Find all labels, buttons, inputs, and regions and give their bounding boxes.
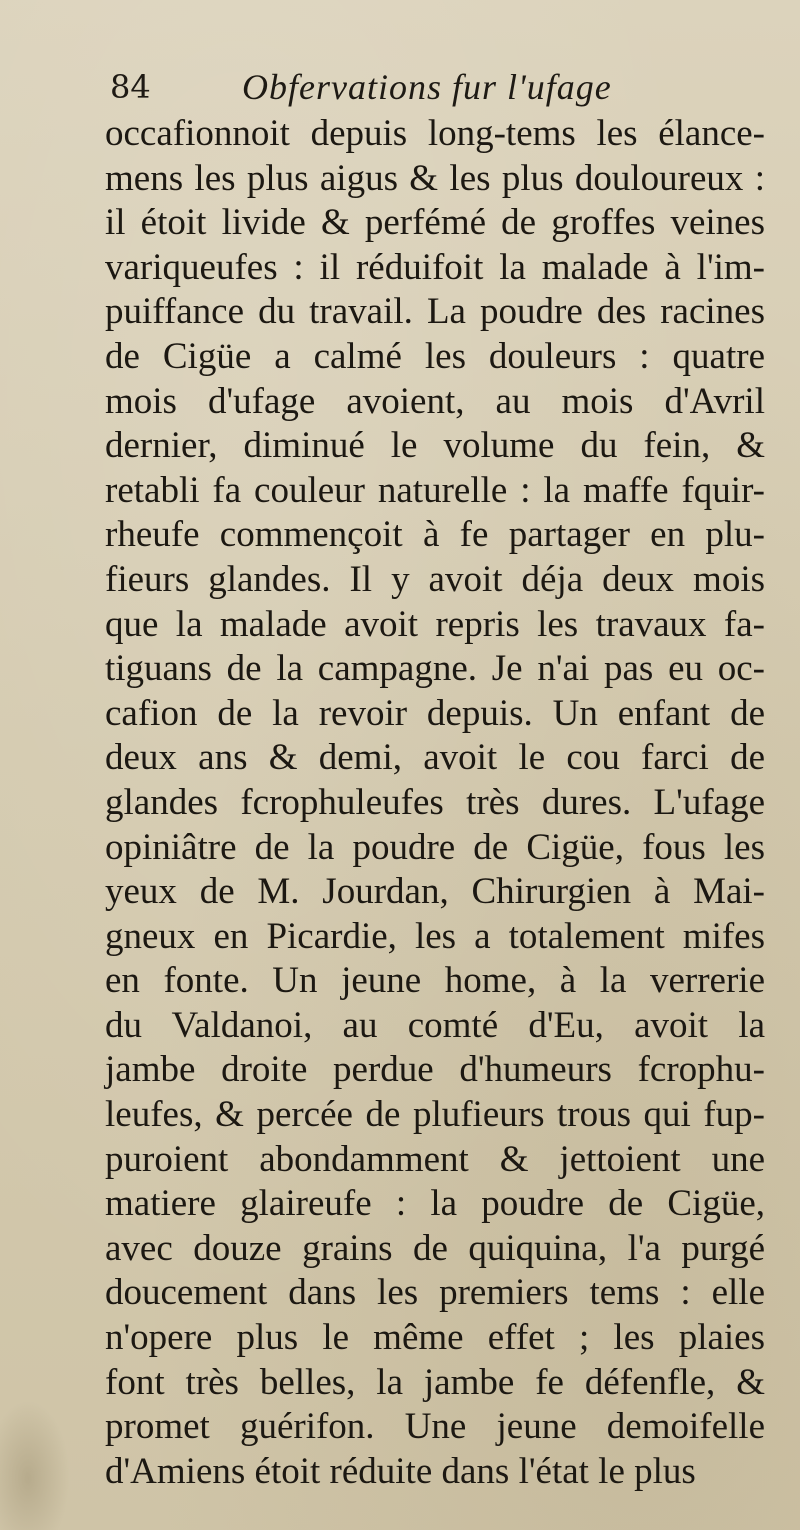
text-line: doucement dans les premiers tems : elle [105,1272,765,1314]
text-line: dernier, diminué le volume du fein, & [105,425,765,467]
text-line: puroient abondamment & jettoient une [105,1138,765,1180]
text-line: avec douze grains de quiquina, l'a purgé [105,1227,765,1269]
text-line: deux ans & demi, avoit le cou farci de [105,737,765,779]
text-line: en fonte. Un jeune home, à la verrerie [105,960,765,1002]
text-line: font très belles, la jambe fe défenfle, & [105,1361,765,1403]
body-text [105,112,765,1494]
text-line: d'Amiens étoit réduite dans l'état le plus [105,1450,696,1492]
text-line: mens les plus aigus & les plus douloureux : [105,157,765,199]
text-line: jambe droite perdue d'humeurs fcrophu- [105,1049,765,1091]
text-line: puiffance du travail. La poudre des racines [105,291,765,333]
text-line: n'opere plus le même effet ; les plaies [105,1317,765,1359]
text-line: variqueufes : il réduifoit la malade à l'im- [105,246,765,288]
text-line: du Valdanoi, au comté d'Eu, avoit la [105,1004,765,1046]
text-line: leufes, & percée de plufieurs trous qui fup- [105,1094,765,1136]
text-line: il étoit livide & perfémé de groffes veines [105,202,765,244]
page-number: 84 [110,68,151,106]
text-line: rheufe commençoit à fe partager en plu- [105,514,765,556]
paper-stain [0,1400,70,1530]
text-line: de Cigüe a calmé les douleurs : quatre [105,335,765,377]
text-line: opiniâtre de la poudre de Cigüe, fous les [105,826,765,868]
text-line: que la malade avoit repris les travaux fa- [105,603,765,645]
text-line: fieurs glandes. Il y avoit déja deux mois [105,558,765,600]
text-line: glandes fcrophuleufes très dures. L'ufage [105,781,765,823]
text-line: occafionnoit depuis long-tems les élance- [105,113,765,154]
text-line: retabli fa couleur naturelle : la maffe fquir- [105,469,765,511]
text-line: mois d'ufage avoient, au mois d'Avril [105,380,765,422]
text-line: yeux de M. Jourdan, Chirurgien à Mai- [105,871,765,913]
text-line: matiere glaireufe : la poudre de Cigüe, [105,1183,765,1225]
running-title: Obfervations fur l'ufage [242,67,612,107]
text-line: cafion de la revoir depuis. Un enfant de [105,692,765,734]
text-line: gneux en Picardie, les a totalement mifes [105,915,765,957]
page-header [110,68,710,112]
text-line: tiguans de la campagne. Je n'ai pas eu oc- [105,648,765,690]
text-line: promet guérifon. Une jeune demoifelle [105,1406,765,1448]
